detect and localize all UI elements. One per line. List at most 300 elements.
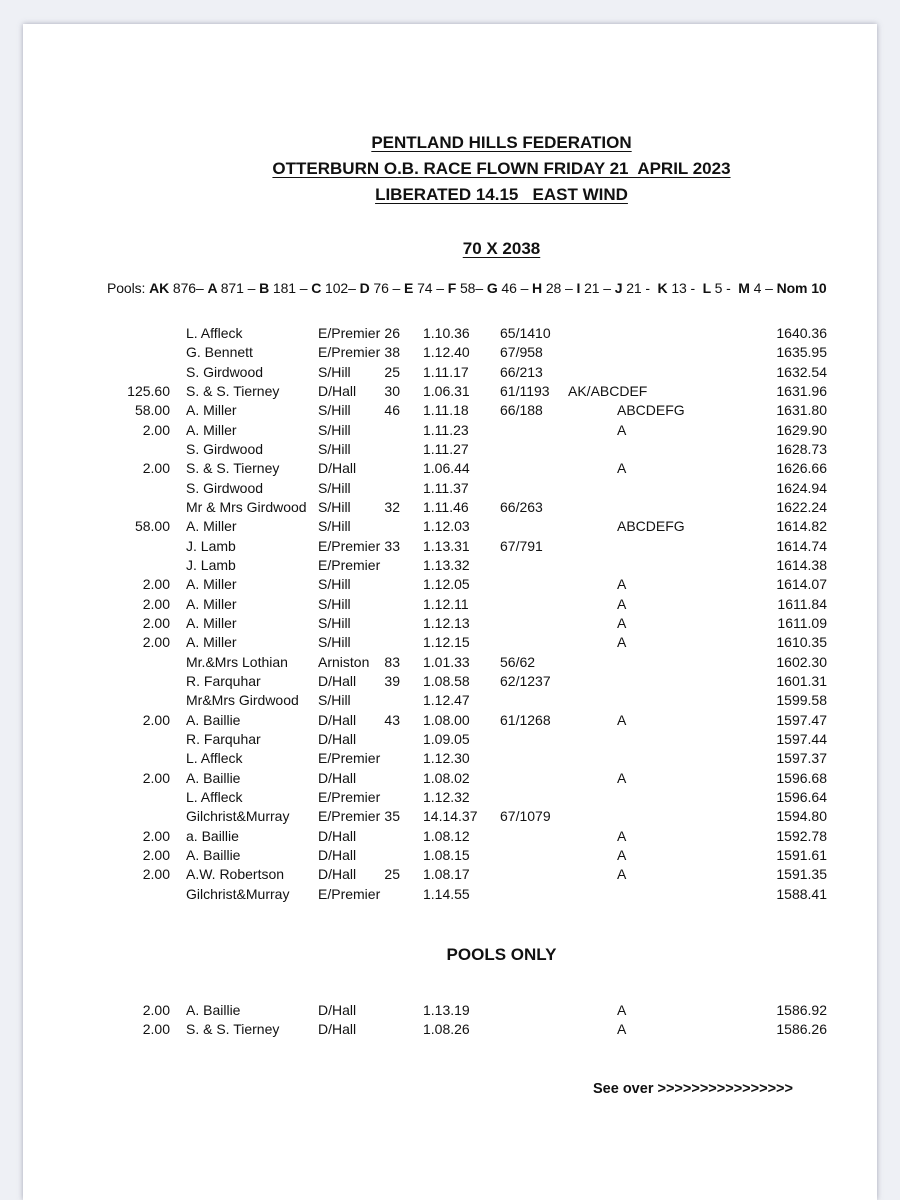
fancier-name-cell: A. Miller bbox=[186, 595, 237, 612]
ring-number-cell bbox=[500, 749, 568, 768]
club-cell: E/Premier bbox=[318, 788, 381, 805]
velocity-cell: 1626.66 bbox=[776, 460, 827, 477]
fancier-name-cell: A. Miller bbox=[186, 634, 237, 651]
entry-number-cell: 43 bbox=[384, 711, 400, 728]
prize-cell bbox=[23, 807, 170, 826]
time-cell: 1.14.55 bbox=[423, 885, 470, 902]
ring-number-cell bbox=[500, 556, 568, 575]
fancier-name-cell: R. Farquhar bbox=[186, 730, 261, 747]
prize-cell: 2.00 bbox=[142, 634, 170, 651]
pools-summary-segment: 5 - bbox=[714, 280, 739, 296]
velocity-cell: 1628.73 bbox=[776, 440, 827, 457]
prize-cell: 2.00 bbox=[142, 1021, 170, 1038]
pools-letters-cell: A bbox=[617, 421, 627, 438]
time-cell: 1.11.27 bbox=[423, 440, 469, 457]
prize-cell bbox=[23, 363, 170, 382]
time-cell: 1.08.58 bbox=[423, 672, 470, 689]
pools-letters-cell bbox=[568, 749, 723, 768]
time-cell: 1.11.17 bbox=[423, 363, 469, 380]
entry-number-cell: 83 bbox=[384, 653, 400, 670]
time-cell: 1.10.36 bbox=[423, 325, 470, 341]
velocity-cell: 1586.26 bbox=[776, 1021, 827, 1038]
ring-number-cell bbox=[500, 440, 568, 459]
velocity-cell: 1597.44 bbox=[776, 730, 827, 747]
pools-letters-cell: A bbox=[617, 1001, 627, 1018]
pools-only-row bbox=[23, 1020, 877, 1039]
pools-summary-line bbox=[107, 278, 877, 298]
pools-summary-segment: 21 – bbox=[584, 280, 615, 296]
prize-cell: 2.00 bbox=[142, 711, 170, 728]
time-cell: 1.09.05 bbox=[423, 730, 470, 747]
entry-number-cell bbox=[381, 575, 400, 594]
pools-summary-segment: 102– bbox=[325, 280, 360, 296]
pools-letters-cell bbox=[568, 363, 723, 382]
ring-number-cell: 66/188 bbox=[500, 402, 543, 419]
pools-only-heading: POOLS ONLY bbox=[446, 944, 557, 964]
result-row bbox=[23, 401, 877, 420]
pools-letters-cell: A bbox=[617, 711, 627, 728]
entry-number-cell bbox=[381, 1020, 400, 1039]
pools-letters-cell: A bbox=[617, 576, 627, 593]
club-cell: D/Hall bbox=[318, 1021, 357, 1038]
result-row bbox=[23, 846, 877, 865]
prize-cell: 2.00 bbox=[142, 866, 170, 883]
pools-summary-segment: L bbox=[702, 280, 715, 296]
pools-summary-segment: M bbox=[738, 280, 754, 296]
result-row bbox=[23, 633, 877, 652]
ring-number-cell: 65/1410 bbox=[500, 325, 551, 341]
pools-letters-cell bbox=[568, 691, 723, 710]
result-row bbox=[23, 595, 877, 614]
club-cell: E/Premier bbox=[318, 885, 381, 902]
race-code: 70 X 2038 bbox=[462, 239, 541, 258]
time-cell: 1.12.03 bbox=[423, 518, 470, 535]
pools-letters-cell bbox=[568, 788, 723, 807]
ring-number-cell bbox=[500, 614, 568, 633]
fancier-name-cell: L. Affleck bbox=[186, 750, 243, 767]
result-row bbox=[23, 537, 877, 556]
result-row bbox=[23, 730, 877, 749]
prize-cell: 2.00 bbox=[142, 460, 170, 477]
velocity-cell: 1597.47 bbox=[776, 711, 827, 728]
pools-letters-cell bbox=[568, 730, 723, 749]
prize-cell: 2.00 bbox=[142, 1001, 170, 1018]
pools-summary-segment: 4 – bbox=[753, 280, 777, 296]
club-cell: E/Premier bbox=[318, 344, 381, 361]
entry-number-cell: 38 bbox=[384, 344, 400, 361]
club-cell: S/Hill bbox=[318, 479, 351, 496]
club-cell: E/Premier bbox=[318, 537, 381, 554]
see-over-note: See over >>>>>>>>>>>>>>>> bbox=[593, 1080, 793, 1097]
time-cell: 1.08.00 bbox=[423, 711, 470, 728]
pools-summary-segment: 181 – bbox=[272, 280, 312, 296]
time-cell: 1.08.02 bbox=[423, 769, 470, 786]
entry-number-cell: 39 bbox=[384, 672, 400, 689]
race-code-block bbox=[163, 236, 840, 262]
ring-number-cell: 62/1237 bbox=[500, 672, 551, 689]
club-cell: S/Hill bbox=[318, 595, 351, 612]
club-cell: E/Premier bbox=[318, 808, 381, 825]
result-row bbox=[23, 517, 877, 536]
pools-letters-cell bbox=[568, 498, 723, 517]
prize-cell: 125.60 bbox=[127, 382, 170, 399]
time-cell: 1.12.11 bbox=[423, 595, 469, 612]
pools-summary-segment: Nom 10 bbox=[776, 280, 827, 296]
ring-number-cell bbox=[500, 633, 568, 652]
time-cell: 1.08.17 bbox=[423, 866, 470, 883]
club-cell: D/Hall bbox=[318, 846, 357, 863]
result-row bbox=[23, 749, 877, 768]
fancier-name-cell: S. Girdwood bbox=[186, 479, 264, 496]
entry-number-cell bbox=[381, 459, 400, 478]
pools-summary-segment: 46 – bbox=[501, 280, 533, 296]
entry-number-cell: 35 bbox=[384, 808, 400, 825]
fancier-name-cell: S. & S. Tierney bbox=[186, 460, 280, 477]
pools-summary-segment: B bbox=[259, 280, 273, 296]
velocity-cell: 1611.09 bbox=[777, 614, 827, 631]
pools-only-table bbox=[23, 1001, 877, 1040]
velocity-cell: 1640.36 bbox=[776, 325, 827, 341]
time-cell: 1.12.47 bbox=[423, 692, 470, 709]
time-cell: 1.11.18 bbox=[423, 402, 469, 419]
entry-number-cell: 33 bbox=[384, 537, 400, 554]
ring-number-cell: 56/62 bbox=[500, 653, 536, 670]
time-cell: 1.06.44 bbox=[423, 460, 470, 477]
result-row bbox=[23, 479, 877, 498]
result-row bbox=[23, 556, 877, 575]
velocity-cell: 1596.64 bbox=[776, 788, 827, 805]
prize-cell bbox=[23, 749, 170, 768]
result-row bbox=[23, 343, 877, 362]
pools-summary-segment: E bbox=[404, 280, 418, 296]
pools-summary-segment: 21 - bbox=[626, 280, 658, 296]
prize-cell: 58.00 bbox=[134, 402, 170, 419]
prize-cell: 2.00 bbox=[142, 614, 170, 631]
velocity-cell: 1624.94 bbox=[776, 479, 827, 496]
entry-number-cell bbox=[381, 749, 400, 768]
entry-number-cell: 25 bbox=[384, 866, 400, 883]
pools-letters-cell bbox=[568, 653, 723, 672]
pools-letters-cell bbox=[568, 324, 723, 343]
ring-number-cell bbox=[500, 1020, 568, 1039]
pools-letters-cell: A bbox=[617, 866, 627, 883]
prize-cell: 58.00 bbox=[134, 518, 170, 535]
fancier-name-cell: A.W. Robertson bbox=[186, 866, 285, 883]
club-cell: D/Hall bbox=[318, 866, 357, 883]
time-cell: 1.08.26 bbox=[423, 1021, 470, 1038]
ring-number-cell bbox=[500, 846, 568, 865]
entry-number-cell bbox=[381, 517, 400, 536]
pools-summary-segment: 76 – bbox=[373, 280, 405, 296]
prize-cell bbox=[23, 556, 170, 575]
club-cell: D/Hall bbox=[318, 382, 357, 399]
prize-cell: 2.00 bbox=[142, 576, 170, 593]
prize-cell: 2.00 bbox=[142, 827, 170, 844]
result-row bbox=[23, 498, 877, 517]
velocity-cell: 1631.80 bbox=[776, 402, 827, 419]
fancier-name-cell: A. Baillie bbox=[186, 1001, 241, 1018]
ring-number-cell: 67/791 bbox=[500, 537, 543, 554]
entry-number-cell bbox=[381, 421, 400, 440]
result-row bbox=[23, 459, 877, 478]
pools-letters-cell bbox=[568, 556, 723, 575]
time-cell: 1.11.37 bbox=[423, 479, 469, 496]
document-header bbox=[163, 24, 840, 208]
pools-summary-segment: AK bbox=[149, 280, 173, 296]
result-row bbox=[23, 827, 877, 846]
ring-number-cell bbox=[500, 865, 568, 884]
pools-summary-segment: 876– bbox=[172, 280, 208, 296]
ring-number-cell bbox=[500, 827, 568, 846]
fancier-name-cell: L. Affleck bbox=[186, 788, 243, 805]
ring-number-cell bbox=[500, 421, 568, 440]
club-cell: S/Hill bbox=[318, 518, 351, 535]
club-cell: S/Hill bbox=[318, 440, 351, 457]
result-row bbox=[23, 440, 877, 459]
club-cell: D/Hall bbox=[318, 769, 357, 786]
pools-summary-segment: 28 – bbox=[545, 280, 577, 296]
velocity-cell: 1614.07 bbox=[776, 576, 827, 593]
entry-number-cell bbox=[381, 885, 400, 904]
velocity-cell: 1591.35 bbox=[776, 866, 827, 883]
ring-number-cell bbox=[500, 885, 568, 904]
result-row bbox=[23, 653, 877, 672]
entry-number-cell bbox=[381, 730, 400, 749]
result-row bbox=[23, 363, 877, 382]
prize-cell bbox=[23, 343, 170, 362]
velocity-cell: 1622.24 bbox=[776, 498, 827, 515]
velocity-cell: 1599.58 bbox=[776, 692, 827, 709]
pools-letters-cell: A bbox=[617, 460, 627, 477]
pools-summary-segment: I bbox=[576, 280, 585, 296]
time-cell: 1.12.05 bbox=[423, 576, 470, 593]
result-row bbox=[23, 324, 877, 343]
pools-summary-segment: F bbox=[447, 280, 460, 296]
pools-summary-segment: 871 – bbox=[220, 280, 260, 296]
time-cell: 1.01.33 bbox=[423, 653, 470, 670]
velocity-cell: 1611.84 bbox=[777, 595, 827, 612]
fancier-name-cell: A. Miller bbox=[186, 518, 237, 535]
ring-number-cell: 66/213 bbox=[500, 363, 543, 380]
fancier-name-cell: Gilchrist&Murray bbox=[186, 885, 290, 902]
ring-number-cell: 67/1079 bbox=[500, 808, 551, 825]
velocity-cell: 1614.74 bbox=[776, 537, 827, 554]
ring-number-cell bbox=[500, 575, 568, 594]
velocity-cell: 1631.96 bbox=[776, 382, 827, 399]
result-row bbox=[23, 865, 877, 884]
ring-number-cell: 61/1193 bbox=[500, 382, 550, 399]
fancier-name-cell: Mr & Mrs Girdwood bbox=[186, 498, 307, 515]
club-cell: D/Hall bbox=[318, 711, 357, 728]
velocity-cell: 1592.78 bbox=[776, 827, 827, 844]
fancier-name-cell: A. Baillie bbox=[186, 769, 241, 786]
fancier-name-cell: A. Miller bbox=[186, 421, 237, 438]
velocity-cell: 1632.54 bbox=[776, 363, 827, 380]
time-cell: 1.11.23 bbox=[423, 421, 469, 438]
pools-letters-cell: A bbox=[617, 846, 627, 863]
time-cell: 1.13.31 bbox=[423, 537, 470, 554]
pools-summary-segment: H bbox=[532, 280, 546, 296]
result-row bbox=[23, 672, 877, 691]
entry-number-cell bbox=[381, 479, 400, 498]
velocity-cell: 1591.61 bbox=[776, 846, 827, 863]
club-cell: S/Hill bbox=[318, 634, 351, 651]
ring-number-cell: 67/958 bbox=[500, 344, 543, 361]
prize-cell bbox=[23, 440, 170, 459]
pools-letters-cell: ABCDEFG bbox=[617, 402, 685, 419]
result-row bbox=[23, 807, 877, 826]
fancier-name-cell: Gilchrist&Murray bbox=[186, 808, 290, 825]
prize-cell: 2.00 bbox=[142, 846, 170, 863]
velocity-cell: 1610.35 bbox=[776, 634, 827, 651]
pools-letters-cell bbox=[568, 537, 723, 556]
club-cell: E/Premier bbox=[318, 325, 381, 341]
club-cell: D/Hall bbox=[318, 730, 357, 747]
ring-number-cell: 66/263 bbox=[500, 498, 543, 515]
velocity-cell: 1597.37 bbox=[776, 750, 827, 767]
velocity-cell: 1594.80 bbox=[776, 808, 827, 825]
pools-letters-cell: A bbox=[617, 614, 627, 631]
pools-summary-segment: D bbox=[359, 280, 374, 296]
pools-letters-cell: A bbox=[617, 769, 627, 786]
pools-summary-segment: 74 – bbox=[417, 280, 448, 296]
fancier-name-cell: A. Miller bbox=[186, 614, 237, 631]
time-cell: 1.12.40 bbox=[423, 344, 470, 361]
club-cell: E/Premier bbox=[318, 556, 381, 573]
fancier-name-cell: A. Baillie bbox=[186, 711, 241, 728]
fancier-name-cell: S. Girdwood bbox=[186, 440, 264, 457]
time-cell: 1.12.13 bbox=[423, 614, 470, 631]
fancier-name-cell: J. Lamb bbox=[186, 537, 236, 554]
entry-number-cell: 30 bbox=[384, 382, 400, 399]
club-cell: D/Hall bbox=[318, 672, 357, 689]
time-cell: 1.13.19 bbox=[423, 1001, 470, 1018]
velocity-cell: 1586.92 bbox=[776, 1001, 827, 1018]
pools-summary-segment: 58– bbox=[459, 280, 487, 296]
prize-cell bbox=[23, 498, 170, 517]
pools-summary-segment: Pools: bbox=[107, 280, 150, 296]
pools-letters-cell: ABCDEFG bbox=[617, 518, 685, 535]
club-cell: S/Hill bbox=[318, 614, 351, 631]
club-cell: D/Hall bbox=[318, 460, 357, 477]
pools-letters-cell bbox=[568, 807, 723, 826]
entry-number-cell bbox=[381, 614, 400, 633]
prize-cell bbox=[23, 672, 170, 691]
club-cell: S/Hill bbox=[318, 363, 351, 380]
prize-cell: 2.00 bbox=[142, 595, 170, 612]
pools-letters-cell bbox=[568, 440, 723, 459]
pools-letters-cell: A bbox=[617, 595, 627, 612]
prize-cell bbox=[23, 788, 170, 807]
velocity-cell: 1602.30 bbox=[776, 653, 827, 670]
fancier-name-cell: R. Farquhar bbox=[186, 672, 261, 689]
result-row bbox=[23, 575, 877, 594]
velocity-cell: 1596.68 bbox=[776, 769, 827, 786]
entry-number-cell: 26 bbox=[384, 325, 400, 341]
fancier-name-cell: A. Miller bbox=[186, 576, 237, 593]
time-cell: 14.14.37 bbox=[423, 808, 478, 825]
club-cell: D/Hall bbox=[318, 1001, 357, 1018]
pools-summary-segment: 13 - bbox=[671, 280, 703, 296]
entry-number-cell bbox=[381, 633, 400, 652]
title-line-race: OTTERBURN O.B. RACE FLOWN FRIDAY 21 APRIL 2023 bbox=[272, 159, 731, 178]
entry-number-cell bbox=[381, 769, 400, 788]
ring-number-cell bbox=[500, 730, 568, 749]
prize-cell: 2.00 bbox=[142, 769, 170, 786]
result-row bbox=[23, 382, 877, 401]
club-cell: E/Premier bbox=[318, 750, 381, 767]
fancier-name-cell: Mr&Mrs Girdwood bbox=[186, 692, 299, 709]
prize-cell bbox=[23, 537, 170, 556]
pools-letters-cell: A bbox=[617, 827, 627, 844]
ring-number-cell bbox=[500, 691, 568, 710]
fancier-name-cell: S. & S. Tierney bbox=[186, 382, 280, 399]
fancier-name-cell: S. & S. Tierney bbox=[186, 1021, 280, 1038]
entry-number-cell bbox=[381, 691, 400, 710]
result-row bbox=[23, 788, 877, 807]
prize-cell bbox=[23, 479, 170, 498]
result-row bbox=[23, 691, 877, 710]
prize-cell bbox=[23, 730, 170, 749]
entry-number-cell bbox=[381, 846, 400, 865]
entry-number-cell bbox=[381, 827, 400, 846]
entry-number-cell bbox=[381, 440, 400, 459]
result-row bbox=[23, 769, 877, 788]
result-row bbox=[23, 421, 877, 440]
fancier-name-cell: a. Baillie bbox=[186, 827, 239, 844]
result-row bbox=[23, 614, 877, 633]
velocity-cell: 1588.41 bbox=[776, 885, 827, 902]
entry-number-cell: 32 bbox=[384, 498, 400, 515]
entry-number-cell bbox=[381, 556, 400, 575]
prize-cell: 2.00 bbox=[142, 421, 170, 438]
result-row bbox=[23, 885, 877, 904]
pools-only-section bbox=[163, 942, 840, 968]
club-cell: Arniston bbox=[318, 653, 370, 670]
pools-only-row bbox=[23, 1001, 877, 1020]
club-cell: S/Hill bbox=[318, 498, 351, 515]
time-cell: 1.08.15 bbox=[423, 846, 470, 863]
velocity-cell: 1614.38 bbox=[776, 556, 827, 573]
velocity-cell: 1614.82 bbox=[776, 518, 827, 535]
ring-number-cell bbox=[500, 1001, 568, 1020]
fancier-name-cell: S. Girdwood bbox=[186, 363, 264, 380]
prize-cell bbox=[23, 691, 170, 710]
club-cell: S/Hill bbox=[318, 576, 351, 593]
time-cell: 1.06.31 bbox=[423, 382, 470, 399]
entry-number-cell: 25 bbox=[384, 363, 400, 380]
title-line-liberation: LIBERATED 14.15 EAST WIND bbox=[375, 185, 628, 204]
pools-summary-segment: K bbox=[657, 280, 672, 296]
ring-number-cell bbox=[500, 595, 568, 614]
ring-number-cell bbox=[500, 479, 568, 498]
ring-number-cell bbox=[500, 517, 568, 536]
velocity-cell: 1629.90 bbox=[776, 421, 827, 438]
fancier-name-cell: A. Baillie bbox=[186, 846, 241, 863]
club-cell: S/Hill bbox=[318, 421, 351, 438]
ring-number-cell: 61/1268 bbox=[500, 711, 551, 728]
velocity-cell: 1601.31 bbox=[776, 672, 827, 689]
club-cell: S/Hill bbox=[318, 692, 351, 709]
time-cell: 1.12.15 bbox=[423, 634, 470, 651]
ring-number-cell bbox=[500, 788, 568, 807]
fancier-name-cell: A. Miller bbox=[186, 402, 237, 419]
prize-cell bbox=[23, 653, 170, 672]
time-cell: 1.11.46 bbox=[423, 498, 469, 515]
ring-number-cell bbox=[500, 459, 568, 478]
entry-number-cell bbox=[381, 788, 400, 807]
prize-cell bbox=[23, 885, 170, 904]
